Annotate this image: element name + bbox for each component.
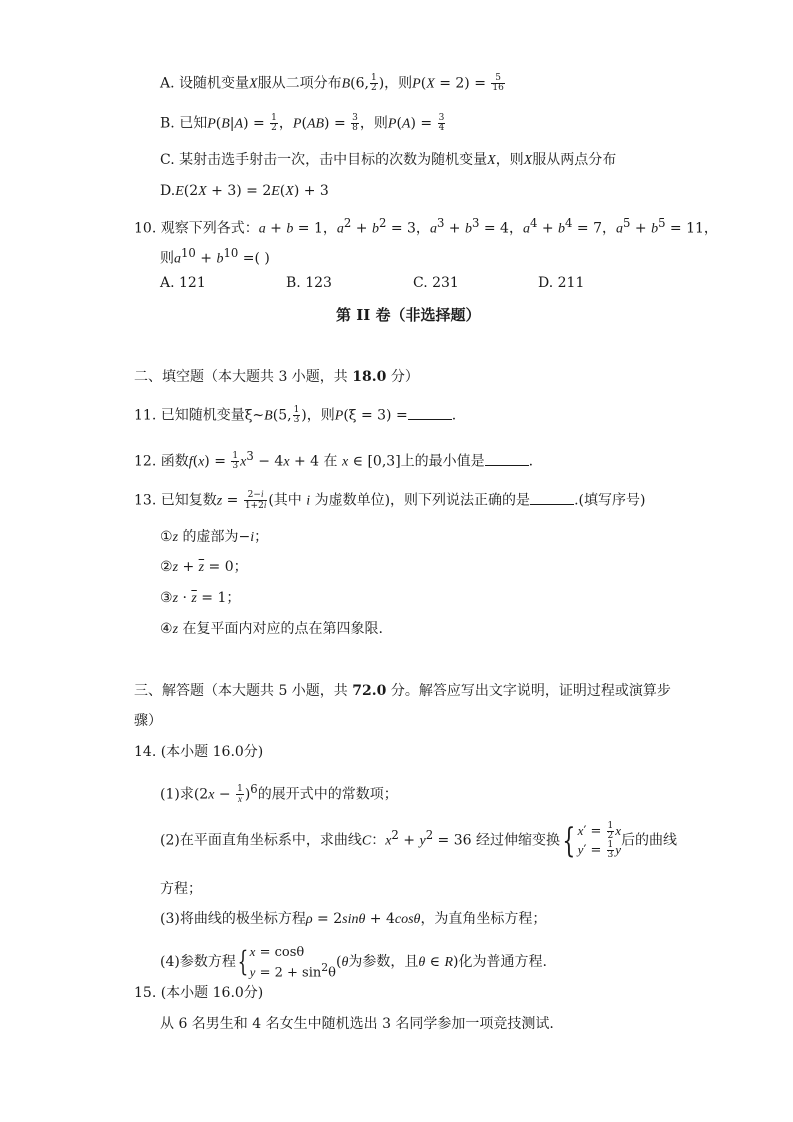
section3-heading-line2: 骤）	[134, 713, 162, 729]
fraction: $\frac{5}{16}$	[492, 73, 504, 93]
math: P	[412, 76, 421, 92]
q9-option-d: D.E(2X + 3) = 2E(X) + 3	[160, 183, 329, 199]
q15-header: 15. (本小题 16.0分)	[134, 985, 264, 1001]
q12: 12. 函数f(x) = $\frac{1}{3}$ $x^3 - 4x + 4$ 在 x ∈ [0,3]上的最小值是 .	[134, 449, 534, 472]
q13: 13. 已知复数z = $\frac{2-i}{1+2i}$ (其中 i 为虚数单位)，则下列说法正确的是 .(填写序号)	[134, 489, 646, 511]
q14-part-3: (3)将曲线的极坐标方程ρ = 2sinθ + 4cosθ，为直角坐标方程；	[160, 911, 547, 927]
answer-blank[interactable]	[530, 492, 574, 505]
q10-choice-d: D. 211	[538, 275, 585, 291]
q9-option-c: C. 某射击选手射击一次，击中目标的次数为随机变量X，则X服从两点分布	[160, 152, 617, 168]
q10-stem: 10. 观察下列各式：a + b = 1，$a^2 + b^2 = 3$，$a^3 + b^3 = 4$，$a^4 + b^4 = 7$，$a^5 + b^5 = 11$，	[134, 216, 718, 237]
math: P	[207, 116, 216, 132]
section2-heading: 二、填空题（本大题共 3 小题，共 18.0 分）	[134, 369, 419, 385]
q14-part-4: (4)参数方程{ x = cosθ $y = 2 + \sin^2\theta$ (θ为参数，且θ ∈ R)化为普通方程.	[160, 944, 547, 981]
q11: 11. 已知随机变量ξ∼B(5, $\frac{1}{3}$ )，则P(ξ = 3) = .	[134, 405, 457, 425]
q9-option-b: B. 已知P(B|A) = $\frac{1}{2}$ ，P(AB) = $\frac{3}{8}$ ，则P(A) = $\frac{3}{4}$	[160, 113, 445, 133]
q10-choice-c: C. 231	[413, 275, 459, 291]
equation-system: x′ = $\frac{1}{2}$ x y′ = $\frac{1}{3}$ y	[577, 820, 622, 860]
q14-header: 14. (本小题 16.0分)	[134, 744, 264, 760]
answer-blank[interactable]	[485, 453, 529, 466]
q13-item-2: ②z + $\overline{z} = 0$；	[160, 559, 248, 575]
left-brace: {	[237, 945, 249, 979]
fraction: $\frac{1}{2}$	[370, 73, 377, 93]
q14-part-2-cont: 方程；	[160, 881, 202, 897]
q13-item-4: ④z 在复平面内对应的点在第四象限.	[160, 621, 383, 637]
q14-part-1: (1)求(2x − $\frac{1}{x}$ )$^6$的展开式中的常数项；	[160, 782, 398, 804]
q13-item-1: ①z 的虚部为−i；	[160, 529, 269, 545]
q13-item-3: ③z · $\overline{z} = 1$；	[160, 590, 241, 606]
section3-heading: 三、解答题（本大题共 5 小题，共 72.0 分。解答应写出文字说明，证明过程或演算步	[134, 683, 671, 699]
math: B	[341, 76, 351, 92]
q9-option-a: A. 设随机变量X服从二项分布B(6, $\frac{1}{2}$ )，则P(X = 2) = $\frac{5}{16}$	[160, 73, 504, 93]
q10-choice-b: B. 123	[286, 275, 332, 291]
q15-text: 从 6 名男生和 4 名女生中随机选出 3 名同学参加一项竞技测试.	[160, 1016, 554, 1032]
math: X	[249, 76, 258, 92]
q10-choice-a: A. 121	[160, 275, 206, 291]
q10-question: 则$a^{10} + b^{10}$ =( )	[160, 246, 270, 267]
answer-blank[interactable]	[408, 407, 452, 420]
q14-part-2: (2)在平面直角坐标系中，求曲线C：$x^2 + y^2 = 36$ 经过伸缩变换{ x′ = $\frac{1}{2}$ x y′ = $\frac{1}{3}$ y 后的曲线	[160, 820, 678, 861]
left-brace: {	[562, 820, 576, 861]
equation-system: x = cosθ $y = 2 + \sin^2\theta$	[249, 944, 336, 981]
part2-title: 第 II 卷（非选择题）	[336, 306, 481, 324]
